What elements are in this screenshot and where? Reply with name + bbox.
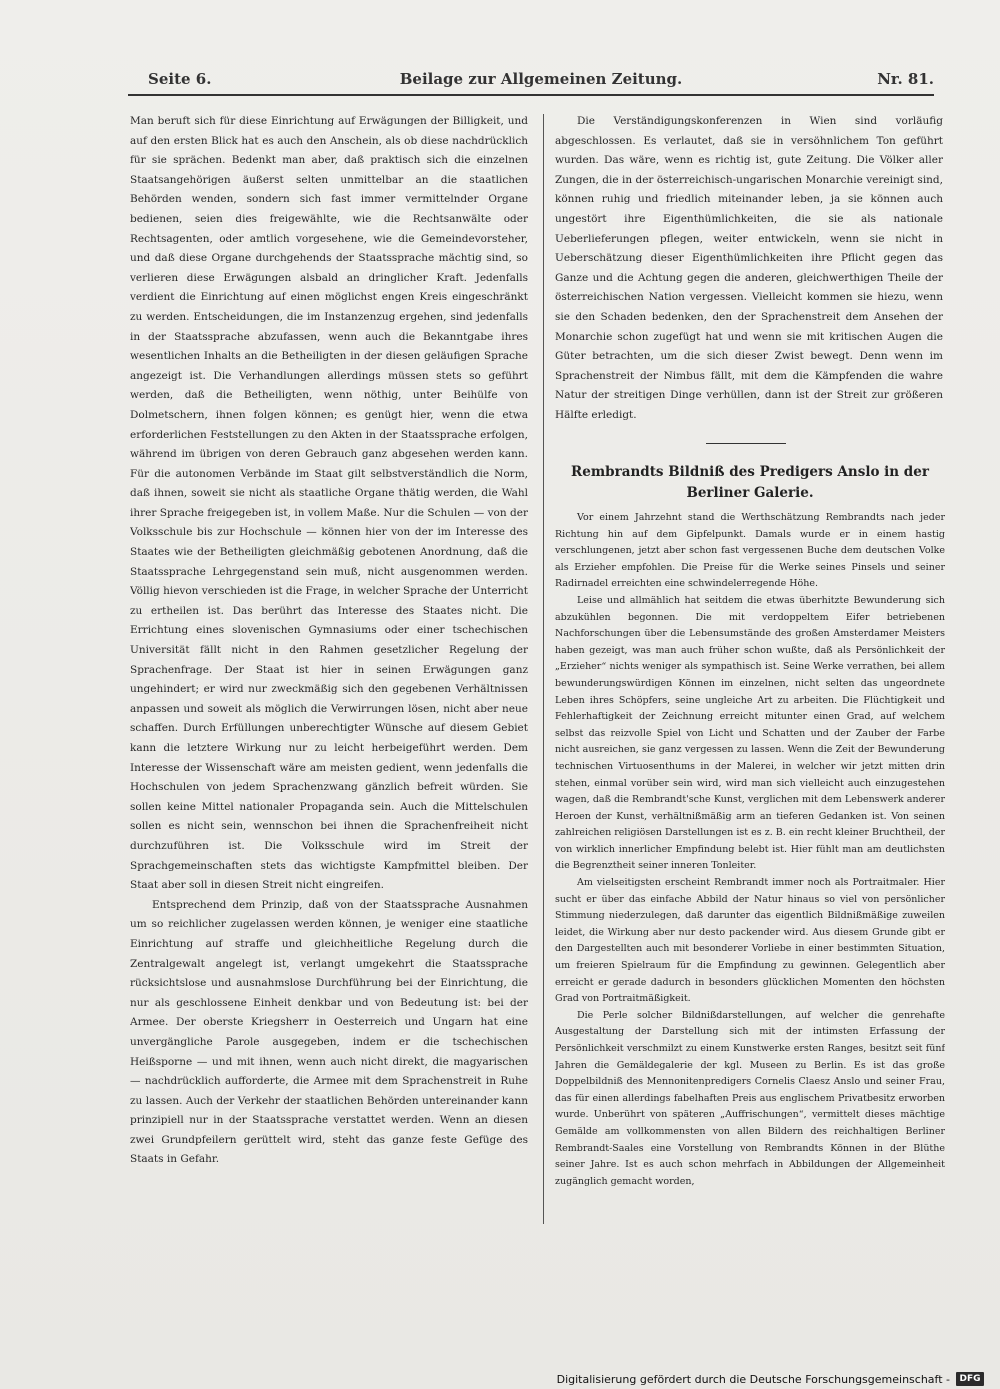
- issue-number: Nr. 81.: [877, 70, 934, 88]
- article-title-line-1: Rembrandts Bildniß des Predigers Anslo in der: [571, 464, 929, 480]
- article-paragraph-4: Die Perle solcher Bildnißdarstellungen, auf welcher die genrehafte Ausgestaltung der Darstellung sich mit der intimsten Erfassung der Persönlichkeit verschmilzt zu einem Kunstwerke ersten Ranges, besitzt seit fünf Jahren die Gemäldegalerie der kgl. Museen zu Berlin. Es ist das große Doppelbildniß des Mennonitenpredigers Cornelis Claesz Anslo und seiner Frau, das für einen allerdings fabelhaften Preis aus englischem Privatbesitz erworben wurde. Unberührt von späteren „Auffrischungen“, vermittelt dieses mächtige Gemälde am vollkommensten von allen Bildern des reichhaltigen Berliner Rembrandt-Saales eine Vorstellung von Rembrandts Können in der Blüthe seiner Jahre. Ist es auch schon mehrfach in Abbildungen der Allgemeinheit zugänglich gemacht worden,: [555, 1009, 945, 1187]
- left-paragraph-2: Entsprechend dem Prinzip, daß von der Staatssprache Ausnahmen um so reichlicher zugelassen werden können, je weniger eine staatliche Einrichtung auf straffe und gleichheitliche Regelung durch die Zentralgewalt angelegt ist, verlangt umgekehrt die Staatssprache rücksichtslose und ausnahmslose Durchführung bei der Einrichtung, die nur als geschlossene Einheit denkbar und von Bedeutung ist: bei der Armee. Der oberste Kriegsherr in Oesterreich und Ungarn hat eine unvergängliche Parole ausgegeben, indem er die tschechischen Heißsporne — und mit ihnen, wenn auch nicht direkt, die magyarischen — nachdrücklich aufforderte, die Armee mit dem Sprachenstreit in Ruhe zu lassen. Auch der Verkehr der staatlichen Behörden untereinander kann prinzipiell nur in der Staatssprache verstattet werden. Wenn an diesen zwei Grundpfeilern gerüttelt wird, steht das ganze feste Gefüge des Staats in Gefahr.: [130, 898, 528, 1166]
- article-paragraph-2: Leise und allmählich hat seitdem die etwas überhitzte Bewunderung sich abzukühlen begonnen. Die mit verdoppeltem Eifer betriebenen Nachforschungen über die Lebensumstände des großen Amsterdamer Meisters haben gezeigt, was man auch früher schon wußte, daß als Persönlichkeit der „Erzieher“ nichts weniger als sympathisch ist. Seine Werke verrathen, bei allem bewunderungswürdigen Können im einzelnen, nicht selten das ungeordnete Leben ihres Schöpfers, seine ungleiche Art zu arbeiten. Die Flüchtigkeit und Fehlerhaftigkeit der Zeichnung erreicht mitunter einen Grad, auf welchem selbst das reizvolle Spiel von Licht und Schatten und der Zauber der Farbe nicht ausreichen, sie ganz vergessen zu lassen. Wenn die Zeit der Bewunderung technischen Virtuosenthums in der Malerei, in welcher wir jetzt mitten drin stehen, einmal vorüber sein wird, wird man sich vielleicht auch einzugestehen wagen, daß die Rembrandt'sche Kunst, verglichen mit dem Lebenswerk anderer Heroen der Kunst, verhältnißmäßig arm an tieferen Gedanken ist. Von seinen zahlreichen religiösen Darstellungen ist es z. B. ein recht kleiner Bruchtheil, der von wirklich innerlicher Empfindung belebt ist. Hier fühlt man am deutlichsten die Begrenztheit seiner inneren Tonleiter.: [555, 594, 945, 872]
- column-divider: [543, 114, 544, 1224]
- dfg-logo-icon: DFG: [956, 1372, 984, 1386]
- article-paragraph-3: Am vielseitigsten erscheint Rembrandt immer noch als Portraitmaler. Hier sucht er über das einfache Abbild der Natur hinaus so viel von persönlicher Stimmung niederzulegen, daß darunter das eigentlich Bildnißmäßige zuweilen leidet, die Wirkung aber nur desto packender wird. Aus diesem Grunde gibt er den Dargestellten auch mit besonderer Vorliebe in einer bestimmten Situation, um freieren Spielraum für die Empfindung zu gewinnen. Gelegentlich aber erreicht er gerade dadurch in besonders glücklichen Momenten den höchsten Grad von Portraitmäßigkeit.: [555, 877, 945, 1005]
- article-title: [555, 462, 945, 504]
- left-paragraph-1: Man beruft sich für diese Einrichtung auf Erwägungen der Billigkeit, und auf den ersten Blick hat es auch den Anschein, als ob diese nachdrücklich für sie sprächen. Bedenkt man aber, daß praktisch sich die einzelnen Staatsangehörigen äußerst selten unmittelbar an die staatlichen Behörden wenden, sondern sich fast immer vermittelnder Organe bedienen, seien dies freigewählte, wie die Rechtsanwälte oder Rechtsagenten, oder amtlich vorgesehene, wie die Gemeindevorsteher, und daß diese Organe durchgehends der Staatssprache mächtig sind, so verlieren diese Erwägungen alsbald an dringlicher Kraft. Jedenfalls verdient die Einrichtung auf einen möglichst engen Kreis eingeschränkt zu werden. Entscheidungen, die im Instanzenzug ergehen, sind jedenfalls in der Staatssprache abzufassen, wenn auch die Bekanntgabe ihres wesentlichen Inhalts an die Betheiligten in der diesen geläufigen Sprache angezeigt ist. Die Verhandlungen allerdings müssen stets so geführt werden, daß die Betheiligten, wenn nöthig, unter Beihülfe von Dolmetschern, ihnen folgen können; es genügt hier, wenn die etwa erforderlichen Feststellungen zu den Akten in der Staatssprache erfolgen, während im übrigen von deren Gebrauch ganz abgesehen werden kann. Für die autonomen Verbände im Staat gilt selbstverständlich die Norm, daß ihnen, soweit sie nicht als staatliche Organe thätig werden, die Wahl ihrer Sprache freigegeben ist, in vollem Maße. Nur die Schulen — von der Volksschule bis zur Hochschule — können hier von der im Interesse des Staates wie der Betheiligten gleichmäßig gebotenen Anordnung, daß die Staatssprache Lehrgegenstand sein muß, nicht ausgenommen werden. Völlig hievon verschieden ist die Frage, in welcher Sprache der Unterricht zu ertheilen ist. Das berührt das Interesse des Staates nicht. Die Errichtung eines slovenischen Gymnasiums oder einer tschechischen Universität fällt nicht in den Rahmen gesetzlicher Regelung der Sprachenfrage. Der Staat ist hier in seinen Erwägungen ganz ungehindert; er wird nur zweckmäßig sich den gegebenen Verhältnissen anpassen und soweit als möglich die Verwirrungen lösen, nicht aber neue schaffen. Durch Erfüllungen unberechtigter Wünsche auf diesem Gebiet kann die letztere Wirkung nur zu leicht herbeigeführt werden. Dem Interesse der Wissenschaft wäre am meisten gedient, wenn jedenfalls die Hochschulen von jedem Sprachenzwang gänzlich befreit würden. Sie sollen keine Mittel nationaler Propaganda sein. Auch die Mittelschulen sollen es nicht sein, wennschon bei ihnen die Sprachenfreiheit nicht durchzuführen ist. Die Volksschule wird im Streit der Sprachgemeinschaften stets das wichtigste Kampfmittel bleiben. Der Staat aber soll in diesen Streit nicht eingreifen.: [130, 115, 528, 892]
- article-paragraph-1: Vor einem Jahrzehnt stand die Werthschätzung Rembrandts nach jeder Richtung hin auf dem Gipfelpunkt. Damals wurde er in einem hastig verschlungenen, jetzt aber schon fast vergessenen Buche dem deutschen Volke als Erzieher empfohlen. Die Preise für die Werke seines Pinsels und seiner Radirnadel erreichten eine schwindelerregende Höhe.: [555, 512, 945, 590]
- page-number: Seite 6.: [148, 70, 212, 88]
- left-column: [130, 112, 528, 1222]
- footer-credit: Digitalisierung gefördert durch die Deutsche Forschungsgemeinschaft -: [556, 1372, 950, 1386]
- intro-paragraph: Die Verständigungskonferenzen in Wien sind vorläufig abgeschlossen. Es verlautet, daß sie in versöhnlichem Ton geführt wurden. Das wäre, wenn es richtig ist, gute Zeitung. Die Völker aller Zungen, die in der österreichisch-ungarischen Monarchie vereinigt sind, können ruhig und friedlich miteinander leben, ja sie können auch ungestört ihre Eigenthümlichkeiten, die sie als nationale Ueberlieferungen pflegen, weiter entwickeln, wenn sie nicht in Ueberschätzung dieser Eigenthümlichkeiten ihre Pflicht gegen das Ganze und die Achtung gegen die anderen, gleichwerthigen Theile der österreichischen Nation vergessen. Vielleicht kommen sie hiezu, wenn sie den Schaden bedenken, den der Sprachenstreit dem Ansehen der Monarchie schon zugefügt hat und wenn sie mit kritischen Augen die Güter betrachten, um die sich dieser Zwist bewegt. Denn wenn im Sprachenstreit der Nimbus fällt, mit dem die Kämpfenden die wahre Natur der streitigen Dinge verhüllen, dann ist der Streit zur größeren Hälfte erledigt.: [555, 115, 943, 421]
- article-separator: [706, 443, 786, 444]
- right-column-intro: [555, 112, 943, 442]
- digitization-footer: [557, 1371, 984, 1387]
- article-title-line-2: Berliner Galerie.: [686, 485, 814, 501]
- header-rule: [128, 94, 934, 96]
- publication-title: Beilage zur Allgemeinen Zeitung.: [399, 70, 683, 88]
- article-body: [555, 510, 945, 1284]
- page-header: [148, 70, 934, 92]
